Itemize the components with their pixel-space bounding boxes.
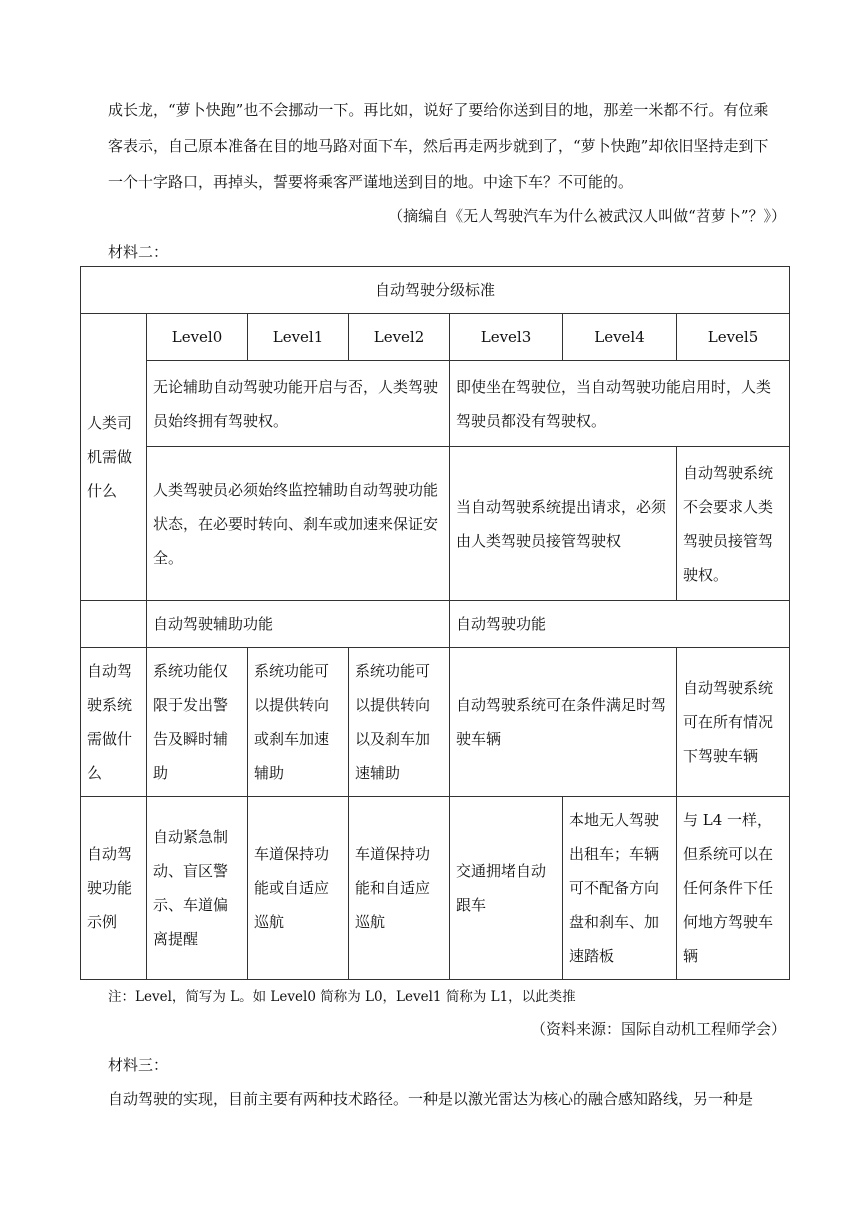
table-title: 自动驾驶分级标准: [81, 267, 790, 314]
human-row1-left: 无论辅助自动驾驶功能开启与否，人类驾驶员始终拥有驾驶权。: [147, 361, 450, 447]
human-row2-right: 自动驾驶系统不会要求人类驾驶员接管驾驶权。: [677, 447, 790, 601]
material2-source: （资料来源：国际自动机工程师学会）: [530, 1020, 786, 1038]
level-cell: Level3: [450, 314, 563, 361]
example-header: 自动驾驶功能示例: [81, 797, 147, 980]
func-left: 自动驾驶辅助功能: [147, 601, 450, 648]
example-row: [81, 797, 790, 980]
level-cell: Level4: [563, 314, 677, 361]
intro-paragraph: [108, 92, 798, 200]
autonomous-driving-levels-table: [80, 266, 790, 980]
human-header: 人类司机需做什么: [81, 314, 147, 601]
human-row2-mid: 当自动驾驶系统提出请求，必须由人类驾驶员接管驾驶权: [450, 447, 677, 601]
human-row-2: [81, 447, 790, 601]
function-type-row: [81, 601, 790, 648]
example-cell: 车道保持功能和自适应巡航: [349, 797, 450, 980]
intro-line: 成长龙，“萝卜快跑”也不会挪动一下。再比如，说好了要给你送到目的地，那差一米都不行。有位乘: [108, 101, 769, 119]
empty-cell: [81, 601, 147, 648]
level-cell: Level5: [677, 314, 790, 361]
example-cell: 本地无人驾驶出租车；车辆可不配备方向盘和刹车、加速踏板: [563, 797, 677, 980]
level-cell: Level0: [147, 314, 248, 361]
example-cell: 车道保持功能或自适应巡航: [248, 797, 349, 980]
intro-source: （摘编自《无人驾驶汽车为什么被武汉人叫做“苕萝卜”？》）: [388, 207, 786, 225]
levels-row: [81, 314, 790, 361]
func-right: 自动驾驶功能: [450, 601, 790, 648]
system-header: 自动驾驶系统需做什么: [81, 648, 147, 797]
human-row-1: [81, 361, 790, 447]
system-cell: 系统功能仅限于发出警告及瞬时辅助: [147, 648, 248, 797]
system-cell: 自动驾驶系统可在条件满足时驾驶车辆: [450, 648, 677, 797]
material2-label: 材料二：: [108, 243, 169, 261]
system-cell: 系统功能可以提供转向以及刹车加速辅助: [349, 648, 450, 797]
level-cell: Level2: [349, 314, 450, 361]
system-row: [81, 648, 790, 797]
table-title-row: [81, 267, 790, 314]
example-cell: 与 L4 一样，但系统可以在任何条件下任何地方驾驶车辆: [677, 797, 790, 980]
material3-text: 自动驾驶的实现，目前主要有两种技术路径。一种是以激光雷达为核心的融合感知路线，另一种是: [108, 1090, 754, 1108]
intro-line: 客表示，自己原本准备在目的地马路对面下车，然后再走两步就到了，“萝卜快跑”却依旧坚持走到下: [108, 137, 769, 155]
system-cell: 自动驾驶系统可在所有情况下驾驶车辆: [677, 648, 790, 797]
human-row2-left: 人类驾驶员必须始终监控辅助自动驾驶功能状态，在必要时转向、刹车或加速来保证安全。: [147, 447, 450, 601]
level-cell: Level1: [248, 314, 349, 361]
system-cell: 系统功能可以提供转向或刹车加速辅助: [248, 648, 349, 797]
human-row1-right: 即使坐在驾驶位，当自动驾驶功能启用时，人类驾驶员都没有驾驶权。: [450, 361, 790, 447]
example-cell: 自动紧急制动、盲区警示、车道偏离提醒: [147, 797, 248, 980]
example-cell: 交通拥堵自动跟车: [450, 797, 563, 980]
intro-line: 一个十字路口，再掉头，誓要将乘客严谨地送到目的地。中途下车？不可能的。: [108, 173, 634, 191]
material3-label: 材料三：: [108, 1056, 169, 1074]
table-note: 注：Level，简写为 L。如 Level0 简称为 L0，Level1 简称为 L1，以此类推: [108, 989, 576, 1005]
